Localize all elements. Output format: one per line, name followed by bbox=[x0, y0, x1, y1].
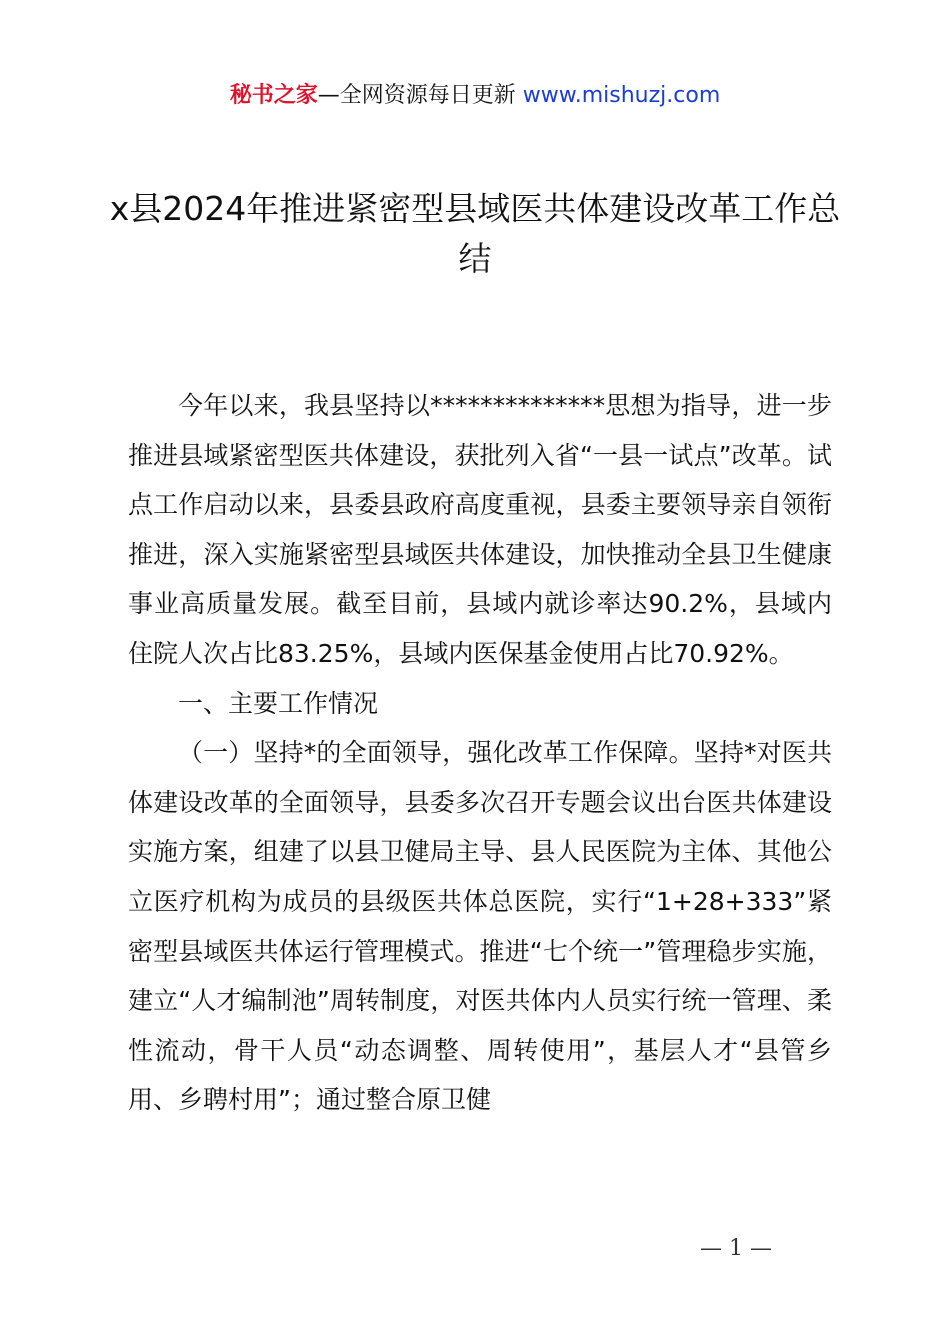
document-body bbox=[128, 381, 832, 1125]
document-title: x县2024年推进紧密型县域医共体建设改革工作总结 bbox=[109, 189, 841, 278]
page-number: — 1 — bbox=[700, 1236, 772, 1261]
site-header bbox=[0, 80, 950, 112]
intro-paragraph: 今年以来，我县坚持以**************思想为指导，进一步推进县域紧密型医共体建设，获批列入省“一县一试点”改革。试点工作启动以来，县委县政府高度重视，县委主要领导亲自领衔推进，深入实施紧密型县域医共体建设，加快推动全县卫生健康事业高质量发展。截至目前，县域内就诊率达90.2%，县域内住院人次占比83.25%，县域内医保基金使用占比70.92%。 bbox=[128, 391, 832, 668]
site-tagline: —全网资源每日更新 bbox=[317, 83, 523, 108]
site-url-link[interactable]: www.mishuzj.com bbox=[522, 83, 721, 108]
site-brand: 秘书之家 bbox=[229, 83, 318, 108]
subsection-paragraph: （一）坚持*的全面领导，强化改革工作保障。坚持*对医共体建设改革的全面领导，县委多次召开专题会议出台医共体建设实施方案，组建了以县卫健局主导、县人民医院为主体、其他公立医疗机构为成员的县级医共体总医院，实行“1+28+333”紧密型县域医共体运行管理模式。推进“七个统一”管理稳步实施，建立“人才编制池”周转制度，对医共体内人员实行统一管理、柔性流动，骨干人员“动态调整、周转使用”，基层人才“县管乡用、乡聘村用”；通过整合原卫健 bbox=[128, 738, 832, 1115]
section-heading: 一、主要工作情况 bbox=[178, 688, 379, 718]
